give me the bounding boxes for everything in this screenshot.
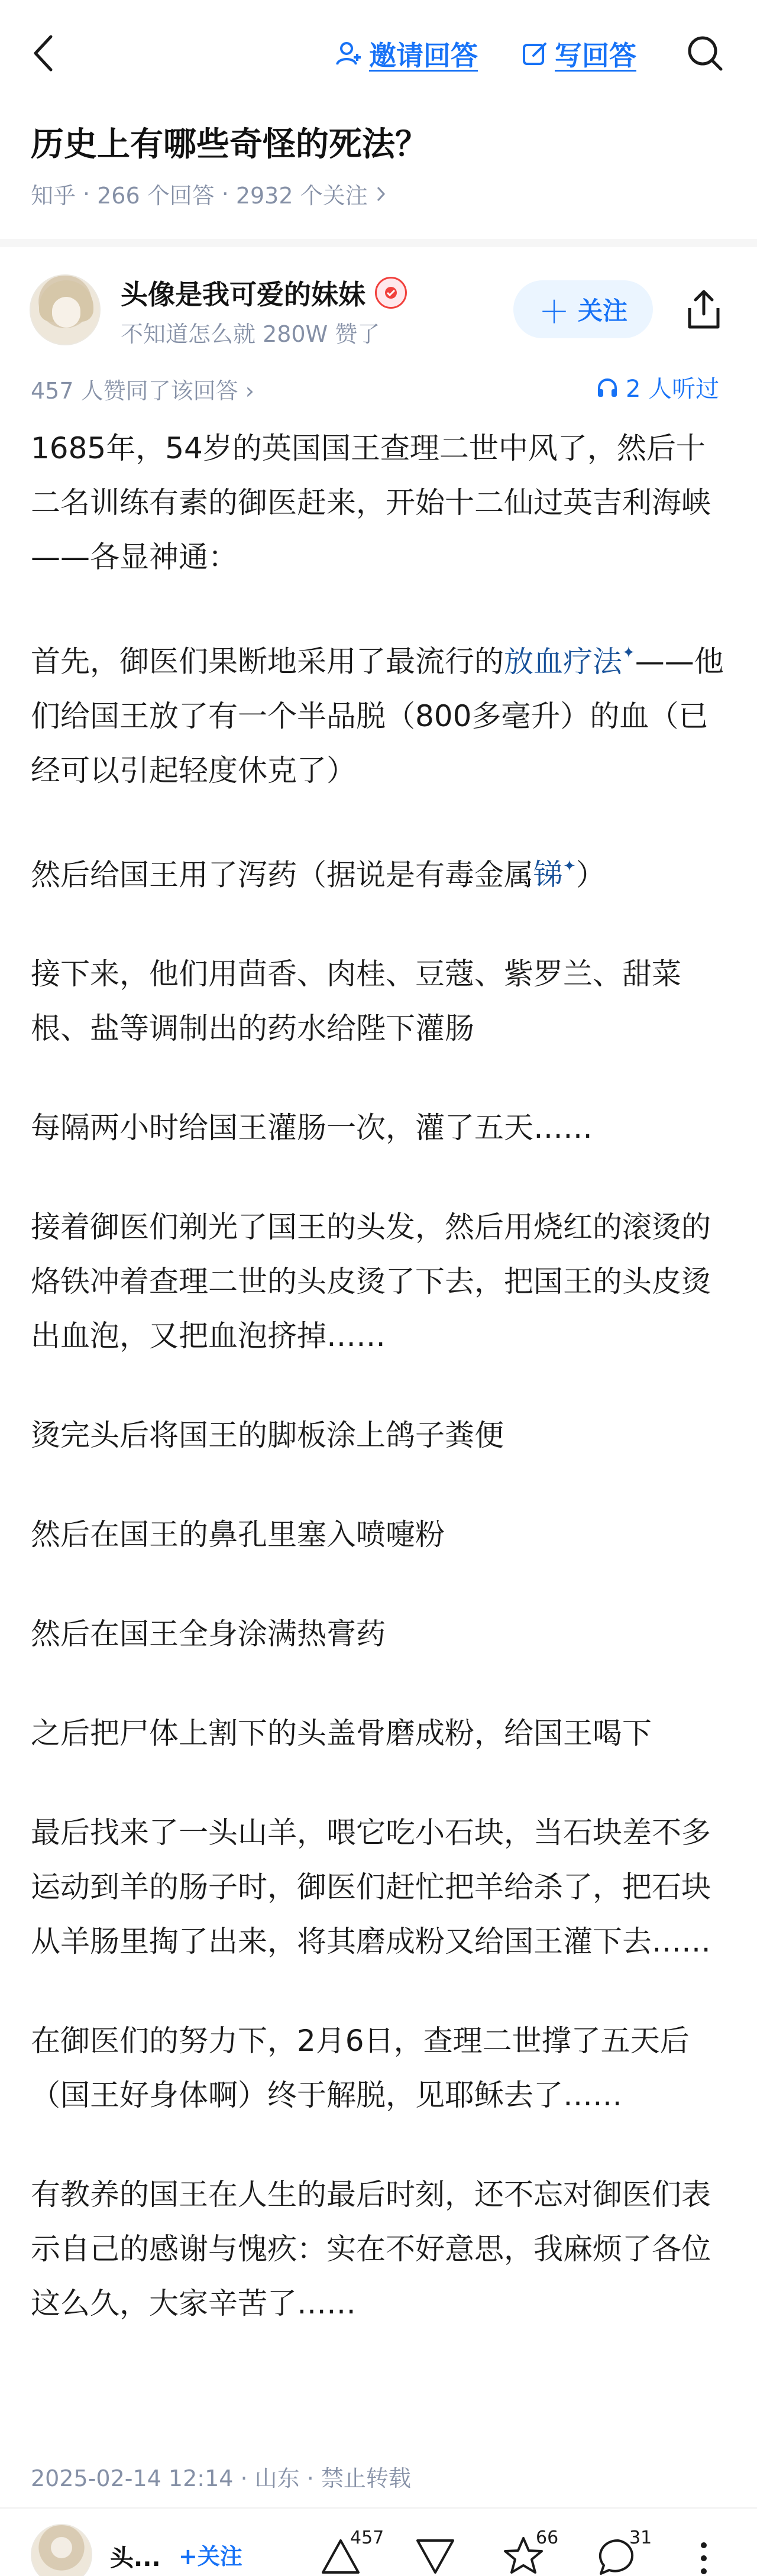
answer-footer-meta: 2025-02-14 12:14 · 山东 · 禁止转载 (31, 2465, 411, 2491)
paragraph (31, 629, 729, 798)
answer-content (31, 421, 729, 2376)
paragraph: 每隔两小时给国王灌肠一次，灌了五天…… (31, 1111, 593, 1145)
bottom-action-bar (0, 2507, 757, 2576)
more-button[interactable] (686, 2526, 722, 2576)
question-source: 知乎 (31, 183, 76, 209)
paragraph: 烫完头后将国王的脚板涂上鸽子粪便 (31, 1418, 504, 1453)
listen-button[interactable] (596, 370, 719, 404)
favorite-button[interactable] (503, 2526, 568, 2576)
comment-button[interactable] (597, 2526, 662, 2576)
question-title[interactable]: 历史上有哪些奇怪的死法？ (31, 125, 428, 164)
sparkle-icon: ✦ (563, 857, 576, 875)
follow-label: 关注 (578, 296, 628, 325)
edit-icon (522, 40, 549, 67)
back-button[interactable] (26, 30, 62, 77)
keyword-text: 锑 (533, 857, 563, 892)
search-icon (685, 34, 724, 73)
triangle-down-icon (414, 2537, 457, 2576)
keyword-text: 放血疗法 (504, 644, 622, 679)
more-vertical-icon (699, 2541, 709, 2576)
share-icon (686, 288, 722, 331)
top-nav (0, 0, 757, 106)
vote-info[interactable] (31, 373, 254, 405)
paragraph: 然后在国王全身涂满热膏药 (31, 1617, 386, 1652)
paragraph: 之后把尸体上割下的头盖骨磨成粉，给国王喝下 (31, 1716, 652, 1751)
follow-button[interactable] (513, 280, 653, 338)
paragraph: 接着御医们剃光了国王的头发，然后用烧红的滚烫的烙铁冲着查理二世的头皮烫了下去，把国王的头皮烫出血泡，又把血泡挤掉…… (31, 1210, 711, 1354)
avatar-face (52, 297, 80, 328)
plus-icon: ＋ (538, 295, 570, 331)
paragraph: 接下来，他们用茴香、肉桂、豆蔻、紫罗兰、甜菜根、盐等调制出的药水给陛下灌肠 (31, 957, 681, 1046)
paragraph-text: 首先，御医们果断地采用了最流行的 (31, 644, 504, 679)
keyword-link[interactable] (504, 645, 635, 679)
write-answer-button[interactable] (522, 33, 636, 75)
chevron-left-icon (32, 34, 56, 72)
question-answer-count: 266 个回答 (97, 183, 215, 209)
section-divider (0, 239, 757, 247)
author-avatar[interactable] (30, 274, 101, 345)
paragraph-text: 然后给国王用了泻药（据说是有毒金属 (31, 857, 533, 892)
paragraph-text: ） (575, 857, 606, 892)
upvote-button[interactable] (319, 2526, 384, 2576)
question-meta[interactable] (31, 177, 387, 210)
comment-count: 31 (629, 2528, 652, 2548)
search-button[interactable] (681, 30, 729, 77)
chevron-right-icon: › (245, 378, 254, 404)
paragraph: 在御医们的努力下，2月6日，查理二世撑了五天后（国王好身体啊）终于解脱，见耶稣去了…… (31, 2024, 690, 2113)
paragraph-text: ——他们给国王放了有一个半品脱（800多毫升）的血（已经可以引起轻度休克了） (31, 644, 724, 788)
invite-answer-label: 邀请回答 (369, 40, 478, 72)
meta-separator: · (221, 180, 229, 207)
chevron-right-icon (375, 185, 387, 203)
paragraph: 有教养的国王在人生的最后时刻，还不忘对御医们表示自己的感谢与愧疚：实在不好意思，我麻烦了各位这么久，大家辛苦了…… (31, 2177, 711, 2321)
share-button[interactable] (680, 283, 727, 336)
vote-info-text: 457 人赞同了该回答 (31, 378, 238, 404)
bottom-author-avatar[interactable] (31, 2524, 92, 2576)
sparkle-icon: ✦ (622, 644, 635, 662)
paragraph: 最后找来了一头山羊，喂它吃小石块，当石块差不多运动到羊的肠子时，御医们赶忙把羊给杀了，把石块从羊肠里掏了出来，将其磨成粉又给国王灌下去…… (31, 1816, 711, 1959)
upvote-count: 457 (350, 2528, 384, 2548)
author-name-text: 头像是我可爱的妹妹 (121, 279, 365, 310)
write-answer-label: 写回答 (555, 40, 636, 72)
paragraph: 1685年，54岁的英国国王查理二世中风了，然后十二名训练有素的御医赶来，开始十二仙过英吉利海峡——各显神通： (31, 431, 711, 574)
keyword-link[interactable] (533, 857, 576, 892)
bottom-author-name[interactable]: 头... (110, 2545, 161, 2572)
listen-count: 2 人听过 (626, 376, 720, 403)
meta-separator: · (83, 180, 90, 207)
author-name[interactable] (121, 273, 407, 312)
paragraph (31, 843, 729, 902)
question-follower-count: 2932 个关注 (235, 183, 368, 209)
badge-icon (375, 277, 407, 309)
person-plus-icon (335, 40, 363, 68)
paragraph: 然后在国王的鼻孔里塞入喷嚏粉 (31, 1517, 445, 1552)
invite-answer-button[interactable] (335, 33, 478, 75)
downvote-button[interactable] (414, 2526, 461, 2576)
author-headline: 不知道怎么就 280W 赞了 (121, 321, 380, 347)
favorite-count: 66 (536, 2528, 559, 2548)
bottom-follow-button[interactable]: +关注 (179, 2543, 242, 2569)
headphones-icon (596, 376, 619, 399)
